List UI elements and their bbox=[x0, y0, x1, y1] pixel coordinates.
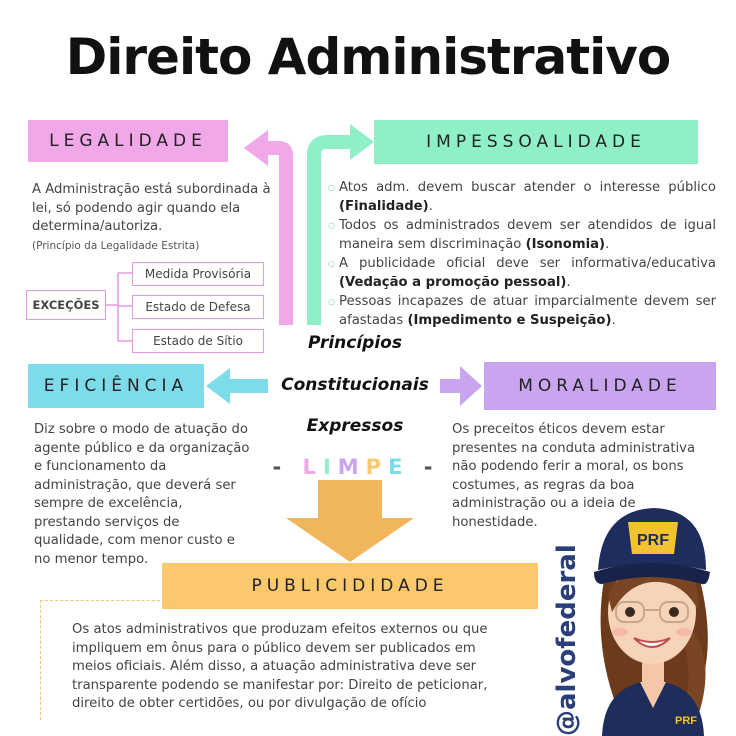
center-line-principios: Princípios bbox=[308, 333, 402, 353]
legalidade-text: A Administração está subordinada à lei, só podendo agir quando ela determina/autoriza. bbox=[32, 182, 271, 234]
impessoalidade-item-vedacao: ○ A publicidade oficial deve ser informativa/educativa (Vedação a promoção pessoal). bbox=[328, 254, 716, 292]
avatar-shirt-text: PRF bbox=[675, 715, 697, 727]
impessoalidade-banner bbox=[374, 120, 698, 164]
arrow-head-publicidade bbox=[286, 518, 414, 562]
impessoalidade-item-isonomia: ○ Todos os administrados devem ser atendidos de igual maneira sem discriminação (Isonomia). bbox=[328, 216, 716, 254]
limpe-dash-left: - bbox=[272, 455, 289, 479]
arrow-head-eficiencia bbox=[206, 368, 230, 404]
eficiencia-text: Diz sobre o modo de atuação do agente público e da organização e funcionamento da administração, que deverá ser sempre de excelência, prestando serviços de qualidade, com menor custo e no menor tempo. bbox=[34, 422, 250, 567]
eficiencia-banner bbox=[28, 364, 204, 408]
arrow-to-legalidade bbox=[266, 148, 286, 325]
author-handle: @alvofederal bbox=[552, 544, 582, 736]
publicidade-dotted-line bbox=[40, 600, 41, 720]
arrow-head-legalidade bbox=[244, 130, 268, 166]
arrow-to-publicidade bbox=[318, 480, 382, 518]
excecao-estado-defesa: Estado de Defesa bbox=[132, 295, 264, 319]
publicidade-banner bbox=[162, 563, 538, 609]
publicidade-banner-label: PUBLICIDIDADE bbox=[251, 576, 449, 596]
page-title: Direito Administrativo bbox=[65, 28, 671, 86]
excecao-medida-provisoria: Medida Provisória bbox=[132, 262, 264, 286]
eficiencia-banner-label: EFICIÊNCIA bbox=[43, 376, 189, 396]
legalidade-note: (Princípio da Legalidade Estrita) bbox=[32, 240, 200, 252]
excecao-estado-sitio: Estado de Sítio bbox=[132, 329, 264, 353]
moralidade-banner bbox=[484, 362, 716, 410]
impessoalidade-item-impedimento: ○ Pessoas incapazes de atuar imparcialmente devem ser afastadas (Impedimento e Suspeição). bbox=[328, 292, 716, 330]
legalidade-banner-label: LEGALIDADE bbox=[49, 131, 207, 151]
moralidade-banner-label: MORALIDADE bbox=[518, 376, 682, 396]
limpe-letter-l: L bbox=[302, 455, 323, 479]
arrow-head-impessoalidade bbox=[350, 124, 374, 160]
center-line-expressos: Expressos bbox=[306, 416, 404, 436]
publicidade-text: Os atos administrativos que produzam efeitos externos ou que impliquem em ônus para o público devem ser publicados em meios oficiais. Além disso, a atuação administrativa deve ser transparente podendo se manifestar por: Direito de peticionar, direito de obter certidões, ou por divulgação de ofício bbox=[72, 622, 488, 711]
limpe-letter-i: I bbox=[322, 455, 338, 479]
limpe-dash-right: - bbox=[423, 455, 440, 479]
impessoalidade-list bbox=[328, 178, 716, 330]
impessoalidade-item-finalidade: ○ Atos adm. devem buscar atender o interesse público (Finalidade). bbox=[328, 178, 716, 216]
avatar-cap-text: PRF bbox=[637, 532, 669, 549]
avatar bbox=[582, 500, 722, 736]
limpe-letter-p: P bbox=[365, 455, 389, 479]
excecoes-label: EXCEÇÕES bbox=[32, 298, 100, 312]
limpe-letter-m: M bbox=[337, 455, 366, 479]
publicidade-dotted-top bbox=[40, 600, 170, 601]
center-line-constitucionais: Constitucionais bbox=[281, 375, 429, 395]
limpe-acronym bbox=[256, 455, 456, 479]
impessoalidade-banner-label: IMPESSOALIDADE bbox=[426, 132, 646, 152]
moralidade-text: Os preceitos éticos devem estar presentes na conduta administrativa não podendo ferir a moral, os bons costumes, as regras da boa administração ou a ideia de honestidade. bbox=[452, 422, 696, 530]
limpe-letter-e: E bbox=[388, 455, 410, 479]
